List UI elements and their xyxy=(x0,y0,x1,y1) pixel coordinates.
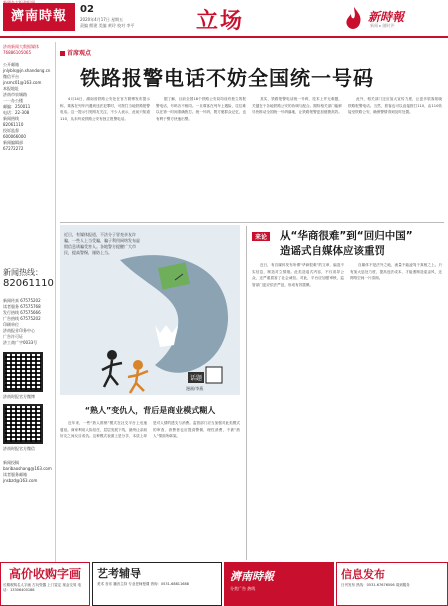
story1-column-2 xyxy=(156,96,246,218)
newspaper-logo[interactable]: 濟南時報 xyxy=(3,3,75,31)
contact-line: 济南报业印务中心 xyxy=(3,328,35,333)
ad-title: 艺考辅导 xyxy=(97,567,141,580)
sidebar-line: 新闻热线 xyxy=(3,116,19,121)
cartoon-stamp: 话题 xyxy=(188,372,204,383)
story3-body-right xyxy=(350,262,442,558)
section-title: 立场 xyxy=(196,8,245,34)
story1-paragraph: 此外，相关部门还应加大宣传力度，让更多旅客知晓铁路报警电话。当然，旅客也可以直接拨打110，由110转接至铁路公安，确保警情得到及时处置。 xyxy=(348,97,442,114)
story3-headline-line1[interactable]: 从“华商很难”到“回归中国” xyxy=(280,230,413,242)
flame-icon xyxy=(342,6,366,32)
sidebar-line: 一一办公楼 xyxy=(3,98,23,103)
sidebar-line: 邮编：250011 xyxy=(3,104,31,109)
sidebar-line: 67272272 xyxy=(3,146,24,151)
ad-art-tutoring[interactable] xyxy=(92,562,222,606)
ad-title: 信息发布 xyxy=(341,568,385,581)
ad-title: 濟南時報 xyxy=(230,570,274,583)
story2-body xyxy=(60,420,240,558)
contact-line: 读者服务 67575768 xyxy=(3,304,41,309)
story3-body-left xyxy=(252,262,344,558)
sidebar-line: 济南市泉城路 xyxy=(3,92,27,97)
header-rule xyxy=(0,36,448,38)
story1-paragraph: 其实，铁路报警电话统一号码，技术上并无难题，关键在于各地铁路公安的协调与配合。期待相关部门能够尽快推动全国统一号码落地，让铁路报警更加便捷高效。 xyxy=(252,97,342,114)
story3-headline-line2[interactable]: 造谣式自媒体应该重罚 xyxy=(280,245,385,257)
issue-date xyxy=(80,17,170,29)
sidebar xyxy=(0,40,54,560)
weibo-qr-code[interactable] xyxy=(3,352,43,392)
contact-line: 广告许可证 xyxy=(3,334,23,339)
issue-date-line: 2020年4月17日 星期五 xyxy=(80,17,124,22)
column-divider xyxy=(55,42,56,562)
brand-badge[interactable] xyxy=(342,6,442,32)
sidebar-tagline: 济南新闻大数据媒体 xyxy=(3,44,39,49)
story1-paragraph: 4月14日，湖南省铁路公安处在官方微博发布提示称，乘客在列车内遇到违法犯罪时，可拨打当地铁路报警电话。这一提示引发网友关注，不少人表示，此前只知道110，从未听说铁路公安有独立报警电话。 xyxy=(60,97,150,121)
contact-line: 发行热线 67575666 xyxy=(3,310,41,315)
ad-text: 分类广告 热线 xyxy=(230,586,256,591)
sidebar-code: 76886105065 xyxy=(3,50,31,55)
ad-text: 日刊发布 热线：0531-67676506 周到服务 xyxy=(341,583,410,587)
contact-line: 新闻传真 67575202 xyxy=(3,298,41,303)
section-rule xyxy=(60,222,444,223)
contact-line: 济工商广字0033号 xyxy=(3,340,38,345)
sidebar-line: 投诉监督 xyxy=(3,128,19,133)
hotline-label: 新闻热线： xyxy=(3,268,43,277)
ad-calligraphy[interactable] xyxy=(0,562,90,606)
issue-editor-line: 责编 熊建 美编 黄玲 校对 李平 xyxy=(80,23,135,28)
story1-paragraph: 据了解，目前全国18个铁路公安局均设有独立的报警电话，号码各不相同。一旦乘客在列车上遇险，往往难以在第一时间准确拨打。统一号码，既方便群众记忆，也有利于警方快速出警。 xyxy=(156,97,246,121)
story3-paragraph: 自媒体不是法外之地，流量不能凌驾于真相之上。只有加大惩处力度，提高违法成本，才能遏制造谣歪风，还网络空间一片清朗。 xyxy=(350,263,442,280)
sidebar-info xyxy=(3,62,55,152)
qr2-caption: 济南时报官方微信 xyxy=(3,446,35,451)
cartoon-caption: 近日，有媒体报道，不法分子冒充亲友诈骗，一些人上当受骗，骗子利用网络发布虚假信息诱骗受害人。各地警方提醒广大市民，提高警惕，谨防上当。 xyxy=(64,232,140,255)
sidebar-line: 600066000 xyxy=(3,134,26,139)
masthead xyxy=(0,0,448,40)
sidebar-contacts xyxy=(3,298,55,346)
ad-info-publish[interactable] xyxy=(336,562,448,606)
email-line: 读者服务邮箱 xyxy=(3,472,27,477)
sidebar-line: 新闻编辑部 xyxy=(3,140,23,145)
ad-strip xyxy=(0,562,448,606)
qr1-caption: 济南时报官方微博 xyxy=(3,394,35,399)
sidebar-line: 微信平台 xyxy=(3,74,19,79)
story1-kicker: 首席观点 xyxy=(60,48,91,57)
sidebar-line: 公开邮箱 xyxy=(3,62,19,67)
sidebar-emails xyxy=(3,460,55,484)
sidebar-line: 电话：22-308 xyxy=(3,110,30,115)
story2-headline[interactable]: “熟人”变仇人，背后是商业模式糊人 xyxy=(84,406,216,415)
page-number: 02 xyxy=(80,4,94,15)
sidebar-line: 82061110 xyxy=(3,122,24,127)
brand-title: 新時報 xyxy=(368,10,405,24)
email-line: jnsbzd@163.com xyxy=(3,478,38,483)
email-line: baribaoshang@163.com xyxy=(3,466,52,471)
wechat-qr-code[interactable] xyxy=(3,404,43,444)
story1-column-1 xyxy=(60,96,150,218)
story3-kicker: 来论 xyxy=(252,232,270,241)
ad-newspaper[interactable] xyxy=(224,562,334,606)
email-line: 新闻投稿 xyxy=(3,460,19,465)
sidebar-line: 本报地址 xyxy=(3,86,19,91)
contact-line: 广告热线 67575202 xyxy=(3,316,41,321)
story1-column-4 xyxy=(348,96,442,218)
hotline-number[interactable]: 82061110 xyxy=(3,278,54,289)
cartoon-signature: 漫画/李燕 xyxy=(186,386,204,391)
story2-paragraph: 近年来，一些“熟人推销”模式在社交平台上迅速蔓延。商家利用人际信任，层层发展下线，最终让亲朋好友之间反目成仇。这种模式表面上是分享，本质上却是对人情的透支与消费。监管部门应当加强对此类模式的审查，消费者也应提高警惕，理性消费，不被“熟人”情面所绑架。 xyxy=(60,421,240,438)
story3-paragraph: 近日，有自媒体发布所谓“华商很难”的文章，编造不实信息，制造对立情绪。此类造谣式内容，不仅误导公众，还严重损害了社会诚信。对此，平台应加强审核，监管部门更应依法严惩，形成有效震慑。 xyxy=(252,263,344,287)
ad-text: 美术 音乐 播音主持 专业老师授课 咨询：0531-68811688 xyxy=(97,582,189,586)
ad-text: 长期收购名人字画 古玩瓷器 上门鉴定 现金交易 电话：13306400188 xyxy=(3,583,81,592)
story1-headline[interactable]: 铁路报警电话不妨全国统一号码 xyxy=(80,66,374,90)
story1-column-3 xyxy=(252,96,342,218)
sidebar-line: jnlybls@jn.shandong.cn xyxy=(3,68,51,73)
contact-line: 印刷单位 xyxy=(3,322,19,327)
sidebar-line: jnsmc01@163.com xyxy=(3,80,42,85)
brand-subtitle: 新闻 ▸ 随时评 xyxy=(370,23,395,28)
column-divider-right xyxy=(246,226,247,560)
ad-title: 高价收购字画 xyxy=(8,567,81,581)
